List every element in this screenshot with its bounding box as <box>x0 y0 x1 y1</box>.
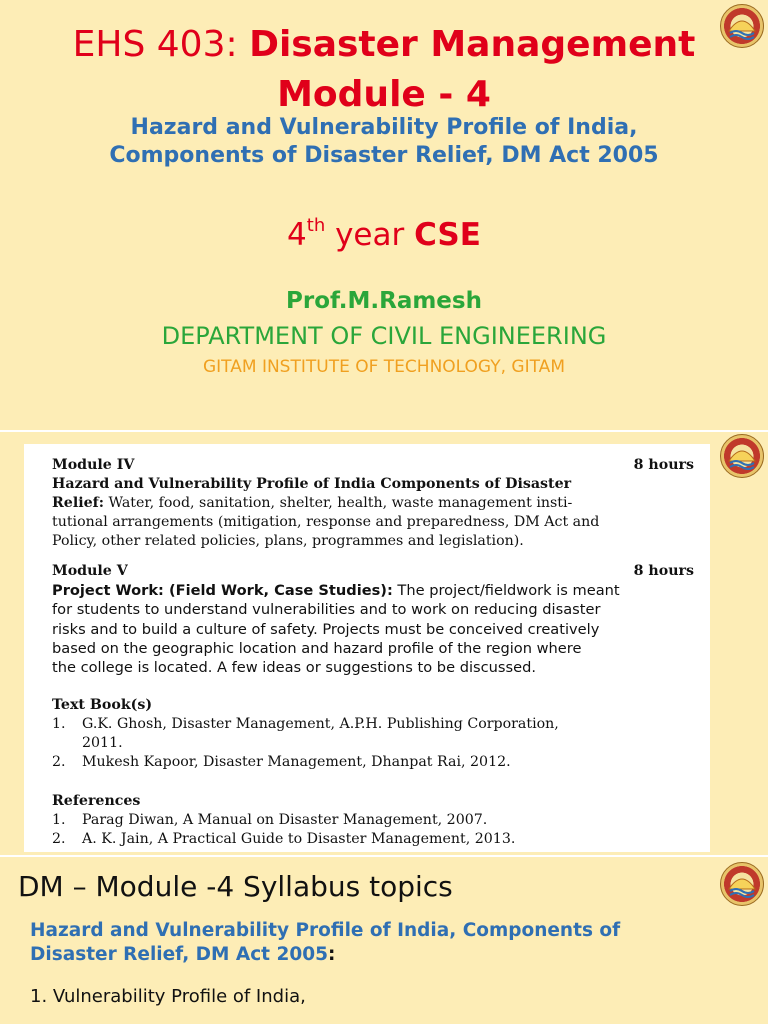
year-branch: CSE <box>414 217 481 253</box>
textbooks-heading: Text Book(s) <box>52 697 153 713</box>
year-number: 4 <box>287 217 307 253</box>
module-iv-text-line: Policy, other related policies, plans, programmes and legislation). <box>52 533 524 549</box>
module-iv-text-line: tutional arrangements (mitigation, response and preparedness, DM Act and <box>52 514 600 530</box>
gitam-emblem-icon <box>720 434 764 478</box>
module-iv-heading: Module IV <box>52 457 135 473</box>
module-iv-hours: 8 hours <box>633 457 694 473</box>
module-title: Module - 4 <box>277 74 491 115</box>
relief-text: Water, food, sanitation, shelter, health, waste management insti- <box>103 495 573 511</box>
module-v-lead-line <box>52 581 694 600</box>
department-name: DEPARTMENT OF CIVIL ENGINEERING <box>161 322 607 350</box>
module-subtitle <box>0 114 768 170</box>
module-v-heading-row <box>52 562 694 581</box>
institute-name: GITAM INSTITUTE OF TECHNOLOGY, GITAM <box>203 357 565 377</box>
item-number: 1. <box>52 812 66 828</box>
syllabus-document <box>24 444 710 852</box>
module-v-text-line: based on the geographic location and hazard profile of the region where <box>52 639 582 657</box>
topic-list-item: 1. Vulnerability Profile of India, <box>30 986 306 1007</box>
syllabus-slide <box>0 432 768 855</box>
item-number: 1. <box>52 716 66 732</box>
subtitle-colon: : <box>327 944 336 965</box>
subtitle-line: Hazard and Vulnerability Profile of India, Components of <box>30 920 621 941</box>
year-suffix: th <box>306 215 326 236</box>
course-name: Disaster Management <box>249 24 696 65</box>
module-iv-relief-line <box>52 494 694 513</box>
module-v-text-line: risks and to build a culture of safety. Projects must be conceived creatively <box>52 620 600 638</box>
module-v-text-line: the college is located. A few ideas or suggestions to be discussed. <box>52 659 536 677</box>
item-text: G.K. Ghosh, Disaster Management, A.P.H. Publishing Corporation, <box>82 716 559 732</box>
subtitle-line: Hazard and Vulnerability Profile of India, <box>130 115 638 140</box>
professor-name: Prof.M.Ramesh <box>286 288 482 314</box>
topics-slide <box>0 857 768 1024</box>
subtitle-line: Components of Disaster Relief, DM Act 2005 <box>109 143 659 168</box>
module-v-text-line: for students to understand vulnerabilities and to work on reducing disaster <box>52 601 601 619</box>
project-work-text: The project/fieldwork is meant <box>392 582 620 599</box>
textbooks-section <box>52 696 694 772</box>
module-iv-heading-row <box>52 456 694 475</box>
reference-item <box>52 811 694 830</box>
references-section <box>52 792 694 849</box>
project-work-label: Project Work: (Field Work, Case Studies): <box>52 582 393 599</box>
item-text: A. K. Jain, A Practical Guide to Disaster Management, 2013. <box>82 831 516 847</box>
module-v-hours: 8 hours <box>633 563 694 579</box>
item-number: 2. <box>52 754 66 770</box>
reference-item <box>52 830 694 849</box>
topics-title: DM – Module -4 Syllabus topics <box>18 870 453 903</box>
references-heading: References <box>52 793 141 809</box>
textbook-item <box>52 753 694 772</box>
module-iv-title: Hazard and Vulnerability Profile of India Components of Disaster <box>52 476 572 492</box>
item-number: 2. <box>52 831 66 847</box>
item-text-continued: 2011. <box>82 735 123 751</box>
year-word: year <box>325 217 415 253</box>
relief-label: Relief: <box>52 495 104 511</box>
module-iv-section <box>52 456 694 551</box>
topics-subtitle <box>30 919 710 967</box>
module-v-section <box>52 562 694 677</box>
title-slide <box>0 0 768 430</box>
course-code: EHS 403: <box>72 24 250 65</box>
item-text: Parag Diwan, A Manual on Disaster Management, 2007. <box>82 812 488 828</box>
year-label <box>0 206 768 255</box>
item-text: Mukesh Kapoor, Disaster Management, Dhanpat Rai, 2012. <box>82 754 511 770</box>
gitam-emblem-icon <box>720 862 764 906</box>
subtitle-line: Disaster Relief, DM Act 2005 <box>30 944 328 965</box>
course-title <box>0 22 768 68</box>
textbook-item <box>52 715 694 734</box>
module-v-heading: Module V <box>52 563 128 579</box>
